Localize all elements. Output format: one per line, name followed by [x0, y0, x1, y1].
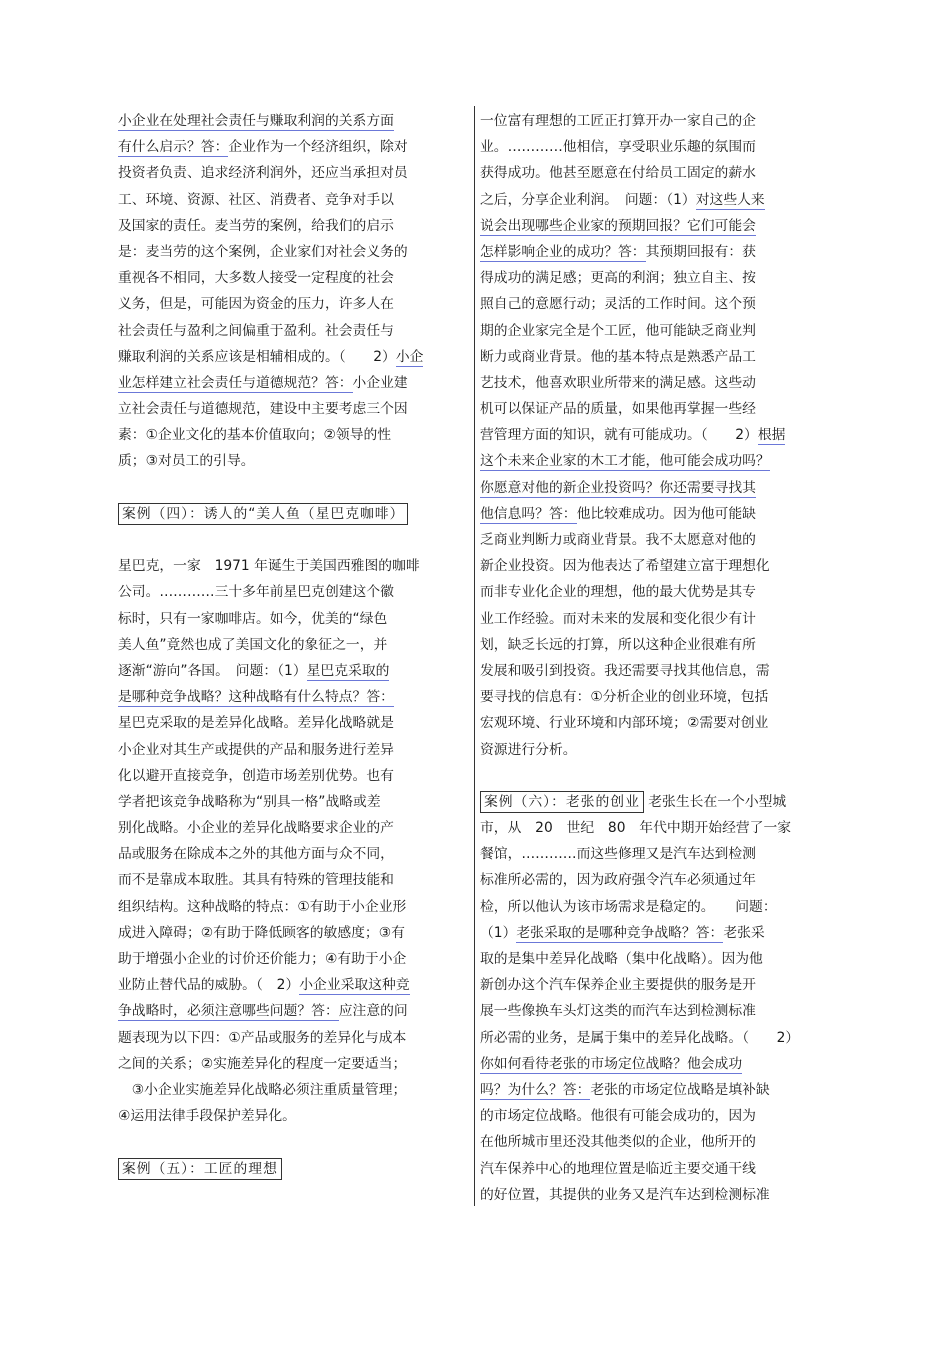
- text-line: [118, 108, 463, 134]
- answer-text: 小企业建: [352, 374, 408, 391]
- text-line: [118, 187, 463, 213]
- question-text: 怎样影响企业的成功？答：: [480, 243, 646, 260]
- answer-text: 星巴克，一家 1971 年诞生于美国西雅图的咖啡: [118, 558, 420, 575]
- text-line: [480, 239, 825, 265]
- answer-text: 营管理方面的知识，就有可能成功。（ 2）: [480, 427, 758, 444]
- text-line: [118, 265, 463, 291]
- left-text-block-2: [118, 553, 463, 1129]
- question-text: 有什么启示？答：: [118, 139, 229, 156]
- text-line: [480, 448, 825, 474]
- answer-text: 标时，只有一家咖啡店。如今，优美的“绿色: [118, 610, 388, 627]
- question-text: 业怎样建立社会责任与道德规范？答：: [118, 374, 353, 391]
- text-line: [118, 134, 463, 160]
- answer-text: 新创办这个汽车保养企业主要提供的服务是开: [480, 977, 756, 994]
- text-line: [118, 763, 463, 789]
- text-line: [118, 422, 463, 448]
- text-line: [118, 553, 463, 579]
- answer-text: 他比较难成功。因为他可能缺: [576, 505, 756, 522]
- answer-text: 标准所必需的，因为政府强令汽车必须通过年: [480, 872, 756, 889]
- right-column: [480, 108, 825, 1208]
- answer-text: 断力或商业背景。他的基本特点是熟悉产品工: [480, 348, 756, 365]
- text-line: [480, 213, 825, 239]
- text-line: [480, 1182, 825, 1208]
- answer-text: 机可以保证产品的质量，如果他再掌握一些经: [480, 401, 756, 418]
- text-line: [118, 998, 463, 1024]
- text-line: [480, 1156, 825, 1182]
- text-line: [118, 658, 463, 684]
- question-text: 说会出现哪些企业家的预期回报？它们可能会: [480, 217, 756, 234]
- answer-text: 成进入障碍；②有助于降低顾客的敏感度；③有: [118, 924, 405, 941]
- case4-title-line: [118, 501, 463, 527]
- answer-text: 照自己的意愿行动；灵活的工作时间。这个预: [480, 296, 756, 313]
- answer-text: 资源进行分析。: [480, 741, 577, 758]
- answer-text: 义务，但是，可能因为资金的压力，许多人在: [118, 296, 394, 313]
- answer-text: 的市场定位战略。他很有可能会成功的，因为: [480, 1108, 756, 1125]
- answer-text: 及国家的责任。麦当劳的案例，给我们的启示: [118, 217, 394, 234]
- text-line: [118, 867, 463, 893]
- text-line: [118, 1051, 463, 1077]
- answer-text: 助于增强小企业的讨价还价能力；④有助于小企: [118, 951, 407, 967]
- text-line: [480, 553, 825, 579]
- text-line: [118, 710, 463, 736]
- text-line: [480, 160, 825, 186]
- left-column: [118, 108, 463, 1182]
- text-line: [480, 894, 825, 920]
- text-line: [480, 318, 825, 344]
- text-line: [480, 527, 825, 553]
- text-line: [118, 894, 463, 920]
- case6-title: 案例（六）：老张的创业: [480, 791, 644, 813]
- text-line: [480, 998, 825, 1024]
- answer-text: 在他所城市里还没其他类似的企业，他所开的: [480, 1134, 756, 1151]
- question-text: 是哪种竞争战略？这种战略有什么特点？答：: [118, 689, 394, 706]
- case5-title-line: [118, 1156, 463, 1182]
- question-text: 老张采取的是哪种竞争战略？答：: [516, 924, 724, 941]
- question-text: 小企业采取这种竞: [299, 977, 410, 994]
- answer-text: 的好位置，其提供的业务又是汽车达到检测标准: [480, 1186, 770, 1203]
- text-line: [480, 134, 825, 160]
- text-line: [480, 841, 825, 867]
- answer-text: 一位富有理想的工匠正打算开办一家自己的企: [480, 113, 756, 129]
- case6-title-line: [480, 789, 825, 815]
- text-line: [480, 920, 825, 946]
- answer-text: 老张的市场定位战略是填补缺: [590, 1081, 770, 1098]
- answer-text: ④运用法律手段保护差异化。: [118, 1108, 296, 1125]
- question-text: 根据: [757, 427, 786, 444]
- answer-text: 划，缺乏长远的打算，所以这种企业很难有所: [480, 636, 756, 653]
- answer-text: 之后，分享企业利润。 问题：（1）: [480, 191, 696, 208]
- text-line: [480, 710, 825, 736]
- answer-text: ③小企业实施差异化战略必须注重质量管理；: [118, 1081, 407, 1098]
- answer-text: 其预期回报有：获: [645, 243, 756, 260]
- answer-text: 公司。…………三十多年前星巴克创建这个徽: [118, 584, 394, 601]
- answer-text: 题表现为以下四：①产品或服务的差异化与成本: [118, 1029, 407, 1046]
- text-line: [480, 815, 825, 841]
- text-line: [118, 448, 463, 474]
- text-line: [118, 920, 463, 946]
- answer-text: 业防止替代品的威胁。（ 2）: [118, 977, 300, 994]
- answer-text: 品或服务在除成本之外的其他方面与众不同，: [118, 846, 394, 863]
- text-line: [480, 867, 825, 893]
- text-line: [480, 265, 825, 291]
- question-text: 争战略时，必须注意哪些问题？答：: [118, 1003, 339, 1020]
- answer-text: 老张采: [723, 924, 765, 941]
- answer-text: 学者把该竞争战略称为“别具一格”战略或差: [118, 793, 381, 810]
- answer-text: （1）: [480, 924, 517, 941]
- text-line: [480, 1103, 825, 1129]
- answer-text: 业工作经验。而对未来的发展和变化很少有计: [480, 610, 756, 627]
- text-line: [480, 291, 825, 317]
- question-text: 你愿意对他的新企业投资吗？你还需要寻找其: [480, 479, 756, 496]
- text-line: [118, 1103, 463, 1129]
- text-line: [118, 946, 463, 972]
- text-line: [480, 396, 825, 422]
- question-text: 他信息吗？答：: [480, 505, 577, 522]
- text-line: [118, 606, 463, 632]
- text-line: [118, 1025, 463, 1051]
- answer-text: 市，从 20 世纪 80 年代中期开始经营了一家: [480, 820, 792, 837]
- answer-text: 发展和吸引到投资。我还需要寻找其他信息，需: [480, 662, 770, 679]
- answer-text: 展一些像换车头灯这类的而汽车达到检测标准: [480, 1003, 756, 1020]
- answer-text: 检，所以他认为该市场需求是稳定的。 问题：: [480, 898, 777, 915]
- text-line: [118, 579, 463, 605]
- answer-text: 获得成功。他甚至愿意在付给员工固定的薪水: [480, 165, 756, 182]
- text-line: [480, 1129, 825, 1155]
- text-line: [118, 841, 463, 867]
- answer-text: 而非专业化企业的理想，他的最大优势是其专: [480, 584, 756, 601]
- answer-text: 赚取利润的关系应该是相辅相成的。（ 2）: [118, 348, 396, 365]
- answer-text: 质；③对员工的引导。: [118, 453, 255, 470]
- text-line: [480, 344, 825, 370]
- answer-text: 取的是集中差异化战略（集中化战略）。因为他: [480, 951, 763, 967]
- text-line: [118, 370, 463, 396]
- question-text: 你如何看待老张的市场定位战略？他会成功: [480, 1055, 743, 1072]
- text-line: [118, 972, 463, 998]
- text-line: [480, 187, 825, 213]
- text-line: [118, 815, 463, 841]
- text-line: [118, 396, 463, 422]
- answer-text: 投资者负责、追求经济利润外，还应当承担对员: [118, 165, 408, 182]
- answer-text: 之间的关系；②实施差异化的程度一定要适当；: [118, 1055, 407, 1072]
- answer-text: 是：麦当劳的这个案例，企业家们对社会义务的: [118, 243, 408, 260]
- answer-text: 工、环境、资源、社区、消费者、竞争对手以: [118, 191, 394, 208]
- answer-text: 应注意的问: [338, 1003, 408, 1020]
- text-line: [118, 160, 463, 186]
- answer-text: 美人鱼”竟然也成了美国文化的象征之一，并: [118, 636, 388, 653]
- text-line: [118, 344, 463, 370]
- text-line: [480, 579, 825, 605]
- question-text: 星巴克采取的: [306, 662, 390, 679]
- right-text-block-1: [480, 108, 825, 763]
- text-line: [480, 658, 825, 684]
- column-divider: [474, 106, 475, 1206]
- answer-text: 业。…………他相信，享受职业乐趣的氛围而: [480, 139, 756, 156]
- answer-text: 餐馆，…………而这些修理又是汽车达到检测: [480, 846, 756, 863]
- text-line: [480, 972, 825, 998]
- answer-text: 立社会责任与道德规范，建设中主要考虑三个因: [118, 401, 408, 418]
- text-line: [480, 606, 825, 632]
- answer-text: 组织结构。这种战略的特点：①有助于小企业形: [118, 898, 407, 915]
- text-line: [118, 737, 463, 763]
- answer-text: 乏商业判断力或商业背景。我不太愿意对他的: [480, 532, 756, 548]
- case5-title: 案例（五）：工匠的理想: [118, 1158, 282, 1180]
- text-line: [118, 213, 463, 239]
- answer-text: 得成功的满足感；更高的利润；独立自主、按: [480, 270, 756, 287]
- text-line: [480, 1077, 825, 1103]
- case6-intro: 老张生长在一个小型城: [648, 793, 787, 810]
- answer-text: 所必需的业务，是属于集中的差异化战略。（ 2）: [480, 1029, 800, 1046]
- text-line: [118, 1077, 463, 1103]
- case4-title: 案例（四）：诱人的“美人鱼（星巴克咖啡）: [118, 503, 408, 525]
- text-line: [118, 318, 463, 344]
- answer-text: 宏观环境、行业环境和内部环境；②需要对创业: [480, 715, 769, 732]
- right-text-block-2: [480, 815, 825, 1208]
- text-line: [118, 291, 463, 317]
- text-line: [118, 239, 463, 265]
- answer-text: 素：①企业文化的基本价值取向；②领导的性: [118, 427, 392, 444]
- answer-text: 社会责任与盈利之间偏重于盈利。社会责任与: [118, 322, 394, 339]
- answer-text: 小企业对其生产或提供的产品和服务进行差异: [118, 741, 394, 758]
- left-text-block-1: [118, 108, 463, 475]
- answer-text: 期的企业家完全是个工匠，他可能缺乏商业判: [480, 322, 756, 339]
- answer-text: 而不是靠成本取胜。其具有特殊的管理技能和: [118, 872, 394, 889]
- answer-text: 别化战略。小企业的差异化战略要求企业的产: [118, 820, 394, 837]
- question-text: 这个未来企业家的木工才能，他可能会成功吗？: [480, 453, 770, 470]
- answer-text: 逐渐“游向”各国。 问题：（1）: [118, 662, 307, 679]
- text-line: [480, 946, 825, 972]
- answer-text: 重视各不相同，大多数人接受一定程度的社会: [118, 270, 394, 287]
- text-line: [480, 108, 825, 134]
- text-line: [480, 370, 825, 396]
- text-line: [480, 422, 825, 448]
- question-text: 小企: [395, 348, 424, 365]
- question-text: 对这些人来: [695, 191, 765, 208]
- question-text: 小企业在处理社会责任与赚取利润的关系方面: [118, 113, 394, 129]
- text-line: [480, 501, 825, 527]
- text-line: [480, 1051, 825, 1077]
- text-line: [480, 684, 825, 710]
- text-line: [480, 475, 825, 501]
- answer-text: 企业作为一个经济组织，除对: [228, 139, 408, 156]
- answer-text: 星巴克采取的是差异化战略。差异化战略就是: [118, 715, 394, 732]
- answer-text: 汽车保养中心的地理位置是临近主要交通干线: [480, 1160, 756, 1177]
- question-text: 吗？为什么？答：: [480, 1081, 591, 1098]
- text-line: [118, 632, 463, 658]
- text-line: [118, 789, 463, 815]
- answer-text: 化以避开直接竞争，创造市场差别优势。也有: [118, 767, 394, 784]
- text-line: [480, 737, 825, 763]
- text-line: [118, 684, 463, 710]
- text-line: [480, 632, 825, 658]
- answer-text: 新企业投资。因为他表达了希望建立富于理想化: [480, 558, 770, 575]
- answer-text: 要寻找的信息有：①分析企业的创业环境，包括: [480, 689, 769, 706]
- answer-text: 艺技术，他喜欢职业所带来的满足感。这些动: [480, 374, 756, 391]
- text-line: [480, 1025, 825, 1051]
